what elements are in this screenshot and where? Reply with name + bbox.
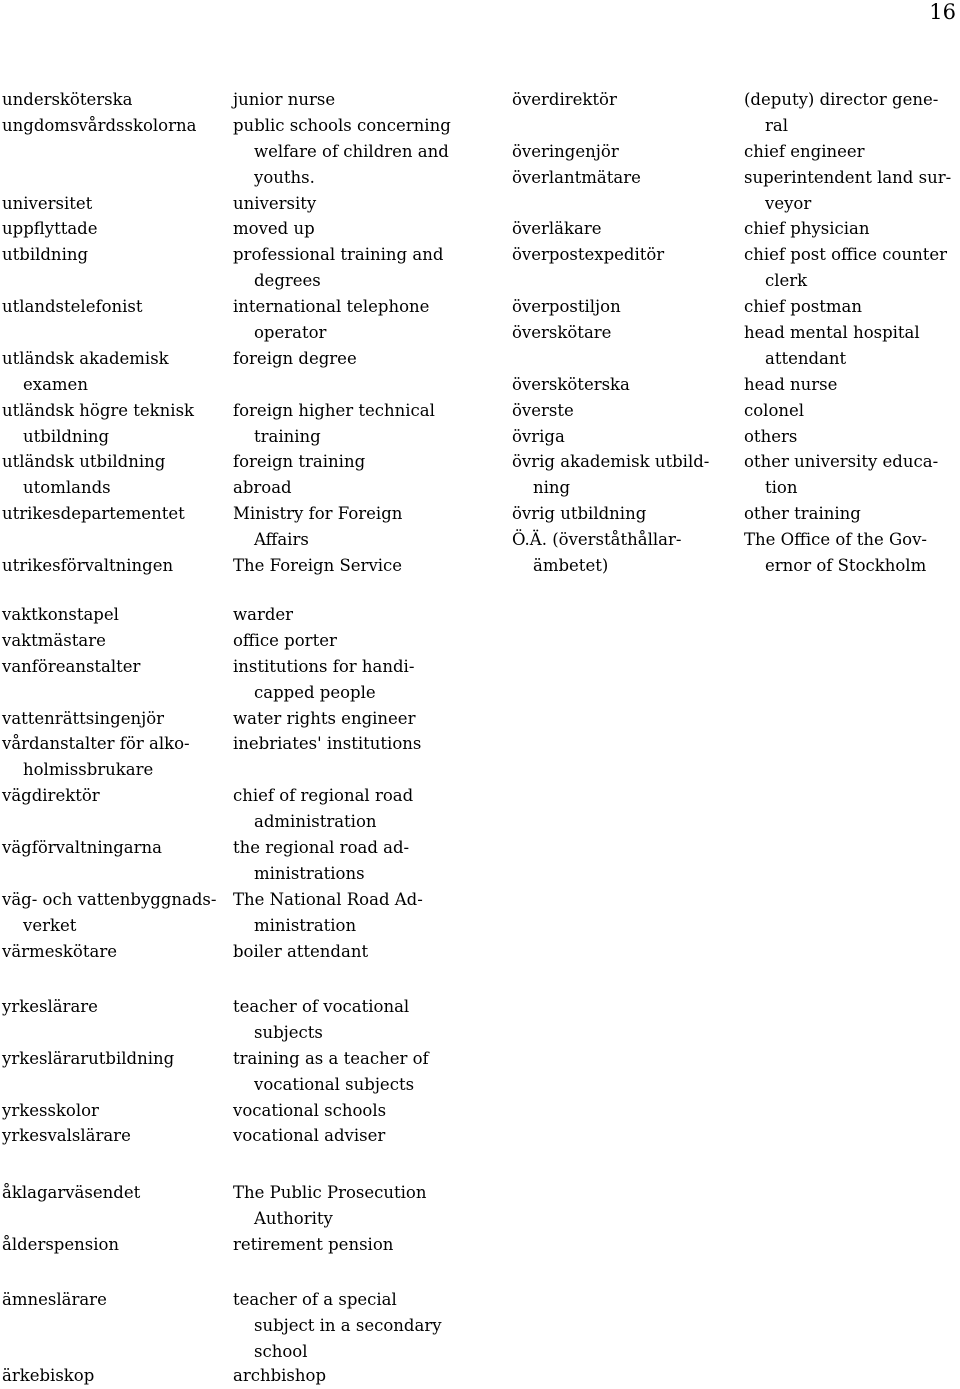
glossary-line: chief engineer <box>744 141 865 161</box>
blank-line <box>233 372 503 398</box>
glossary-line: examen <box>23 374 88 394</box>
glossary-line: vaktkonstapel <box>2 605 119 624</box>
glossary-line: vägdirektör <box>2 786 100 806</box>
glossary-line: vanföreanstalter <box>2 656 141 676</box>
glossary-line: youths. <box>254 167 315 187</box>
block-a-swedish <box>2 1180 227 1258</box>
page-number: 16 <box>929 0 956 24</box>
block-v-swedish <box>2 602 227 964</box>
glossary-line: superintendent land sur- <box>744 167 952 187</box>
glossary-line: holmissbrukare <box>23 760 154 780</box>
blank-line <box>512 346 742 372</box>
glossary-line: public schools concerning <box>233 115 451 135</box>
glossary-line: vaktmästare <box>2 630 106 650</box>
block-top-right-english <box>744 87 960 579</box>
glossary-line: ämneslärare <box>2 1290 107 1309</box>
glossary-line: attendant <box>765 348 847 368</box>
blank-line <box>2 809 227 835</box>
glossary-line: foreign higher technical <box>233 400 435 420</box>
block-ark-english <box>233 1363 503 1389</box>
glossary-line: universitet <box>2 193 93 213</box>
glossary-line: överpostiljon <box>512 297 621 317</box>
glossary-line: vägförvaltningarna <box>2 838 162 858</box>
glossary-line: yrkeslärare <box>2 997 98 1016</box>
glossary-line: vocational adviser <box>233 1126 386 1146</box>
glossary-line: junior nurse <box>233 90 336 109</box>
block-top-left-english <box>233 87 503 579</box>
block-y-english <box>233 994 503 1149</box>
glossary-line: yrkesskolor <box>2 1100 99 1120</box>
glossary-line: training <box>254 426 321 446</box>
glossary-line: utländsk akademisk <box>2 348 169 368</box>
glossary-line: överlantmätare <box>512 167 641 187</box>
glossary-line: The National Road Ad- <box>233 889 423 909</box>
glossary-line: teacher of vocational <box>233 997 410 1016</box>
glossary-line: överdirektör <box>512 90 617 109</box>
glossary-line: subjects <box>254 1022 323 1042</box>
glossary-line: ning <box>533 478 571 498</box>
glossary-line: undersköterska <box>2 90 133 109</box>
block-ae-english <box>233 1287 503 1365</box>
glossary-line: training as a teacher of <box>233 1048 429 1068</box>
glossary-line: chief postman <box>744 297 862 317</box>
glossary-line: inebriates' institutions <box>233 734 422 754</box>
glossary-line: other training <box>744 504 861 524</box>
glossary-line: utbildning <box>2 245 89 265</box>
glossary-line: vocational schools <box>233 1100 387 1120</box>
block-ae-swedish <box>2 1287 227 1313</box>
glossary-line: (deputy) director gene- <box>744 90 939 109</box>
glossary-line: degrees <box>254 271 321 291</box>
glossary-line: utrikesdepartementet <box>2 504 185 524</box>
glossary-line: överingenjör <box>512 141 619 161</box>
glossary-line: övrig akademisk utbild- <box>512 452 710 472</box>
glossary-line: utbildning <box>23 426 110 446</box>
blank-line <box>2 1206 227 1232</box>
glossary-line: ämbetet) <box>533 556 609 576</box>
glossary-line: foreign degree <box>233 348 357 368</box>
blank-line <box>2 320 227 346</box>
glossary-line: boiler attendant <box>233 941 369 961</box>
glossary-line: överste <box>512 400 574 420</box>
glossary-line: utlandstelefonist <box>2 297 143 317</box>
glossary-line: översköterska <box>512 374 630 394</box>
glossary-line: subject in a secondary <box>254 1315 442 1335</box>
blank-line <box>512 191 742 217</box>
glossary-line: chief physician <box>744 219 870 239</box>
glossary-line: university <box>233 193 317 213</box>
glossary-line: utrikesförvaltningen <box>2 556 174 576</box>
blank-line <box>233 757 503 783</box>
blank-line <box>2 1020 227 1046</box>
glossary-line: uppflyttade <box>2 219 98 239</box>
glossary-line: Affairs <box>254 530 309 550</box>
glossary-line: administration <box>254 812 377 832</box>
glossary-line: övriga <box>512 426 565 446</box>
block-y-swedish <box>2 994 227 1149</box>
blank-line <box>512 113 742 139</box>
glossary-line: ungdomsvårdsskolorna <box>2 115 197 135</box>
glossary-line: other university educa- <box>744 452 939 472</box>
glossary-line: yrkesvalslärare <box>2 1126 131 1146</box>
glossary-line: chief post office counter <box>744 245 947 265</box>
glossary-line: welfare of children and <box>254 141 449 161</box>
glossary-line: water rights engineer <box>233 708 416 728</box>
glossary-line: vocational subjects <box>254 1074 415 1094</box>
glossary-line: tion <box>765 478 798 498</box>
glossary-line: veyor <box>765 193 812 213</box>
glossary-line: överpostexpeditör <box>512 245 665 265</box>
block-top-right-swedish <box>512 87 742 579</box>
glossary-line: capped people <box>254 682 376 702</box>
glossary-line: utomlands <box>23 478 111 498</box>
glossary-line: professional training and <box>233 245 444 265</box>
glossary-line: ernor of Stockholm <box>765 556 927 576</box>
glossary-line: the regional road ad- <box>233 838 410 858</box>
blank-line <box>2 527 227 553</box>
glossary-line: colonel <box>744 400 805 420</box>
glossary-line: abroad <box>233 478 292 498</box>
glossary-line: The Foreign Service <box>233 556 403 576</box>
glossary-line: övrig utbildning <box>512 504 647 524</box>
blank-line <box>2 1072 227 1098</box>
glossary-line: verket <box>23 915 77 935</box>
glossary-line: retirement pension <box>233 1234 394 1254</box>
glossary-line: teacher of a special <box>233 1290 397 1309</box>
blank-line <box>2 680 227 706</box>
glossary-line: foreign training <box>233 452 366 472</box>
block-a-english <box>233 1180 503 1258</box>
glossary-line: överskötare <box>512 323 612 343</box>
blank-line <box>2 165 227 191</box>
block-v-english <box>233 602 503 964</box>
blank-line <box>2 268 227 294</box>
glossary-line: archbishop <box>233 1366 327 1385</box>
glossary-line: ålderspension <box>2 1234 120 1254</box>
glossary-line: head nurse <box>744 374 838 394</box>
glossary-line: vårdanstalter för alko- <box>2 734 190 754</box>
glossary-line: operator <box>254 323 327 343</box>
glossary-line: head mental hospital <box>744 323 920 343</box>
glossary-line: vattenrättsingenjör <box>2 708 165 728</box>
glossary-line: school <box>254 1341 308 1361</box>
glossary-line: moved up <box>233 219 315 239</box>
blank-line <box>2 139 227 165</box>
glossary-line: institutions for handi- <box>233 656 415 676</box>
glossary-line: yrkeslärarutbildning <box>2 1048 175 1068</box>
blank-line <box>2 861 227 887</box>
glossary-line: The Office of the Gov- <box>744 530 927 550</box>
glossary-line: Ministry for Foreign <box>233 504 403 524</box>
glossary-line: Ö.Ä. (överståthållar- <box>512 530 682 550</box>
glossary-line: väg- och vattenbyggnads- <box>2 889 217 909</box>
block-ark-swedish <box>2 1363 227 1389</box>
glossary-line: ärkebiskop <box>2 1366 95 1385</box>
glossary-line: chief of regional road <box>233 786 414 806</box>
glossary-line: office porter <box>233 630 337 650</box>
block-top-left-swedish <box>2 87 227 579</box>
glossary-line: ministration <box>254 915 357 935</box>
glossary-line: The Public Prosecution <box>233 1183 427 1202</box>
glossary-line: utländsk högre teknisk <box>2 400 195 420</box>
glossary-line: international telephone <box>233 297 430 317</box>
glossary-line: clerk <box>765 271 808 291</box>
glossary-line: warder <box>233 605 294 624</box>
glossary-line: others <box>744 426 798 446</box>
glossary-line: Authority <box>254 1208 333 1228</box>
blank-line <box>512 268 742 294</box>
glossary-line: ral <box>765 115 789 135</box>
glossary-line: ministrations <box>254 863 365 883</box>
glossary-line: värmeskötare <box>2 941 117 961</box>
glossary-line: överläkare <box>512 219 602 239</box>
glossary-line: åklagarväsendet <box>2 1183 141 1202</box>
glossary-line: utländsk utbildning <box>2 452 166 472</box>
